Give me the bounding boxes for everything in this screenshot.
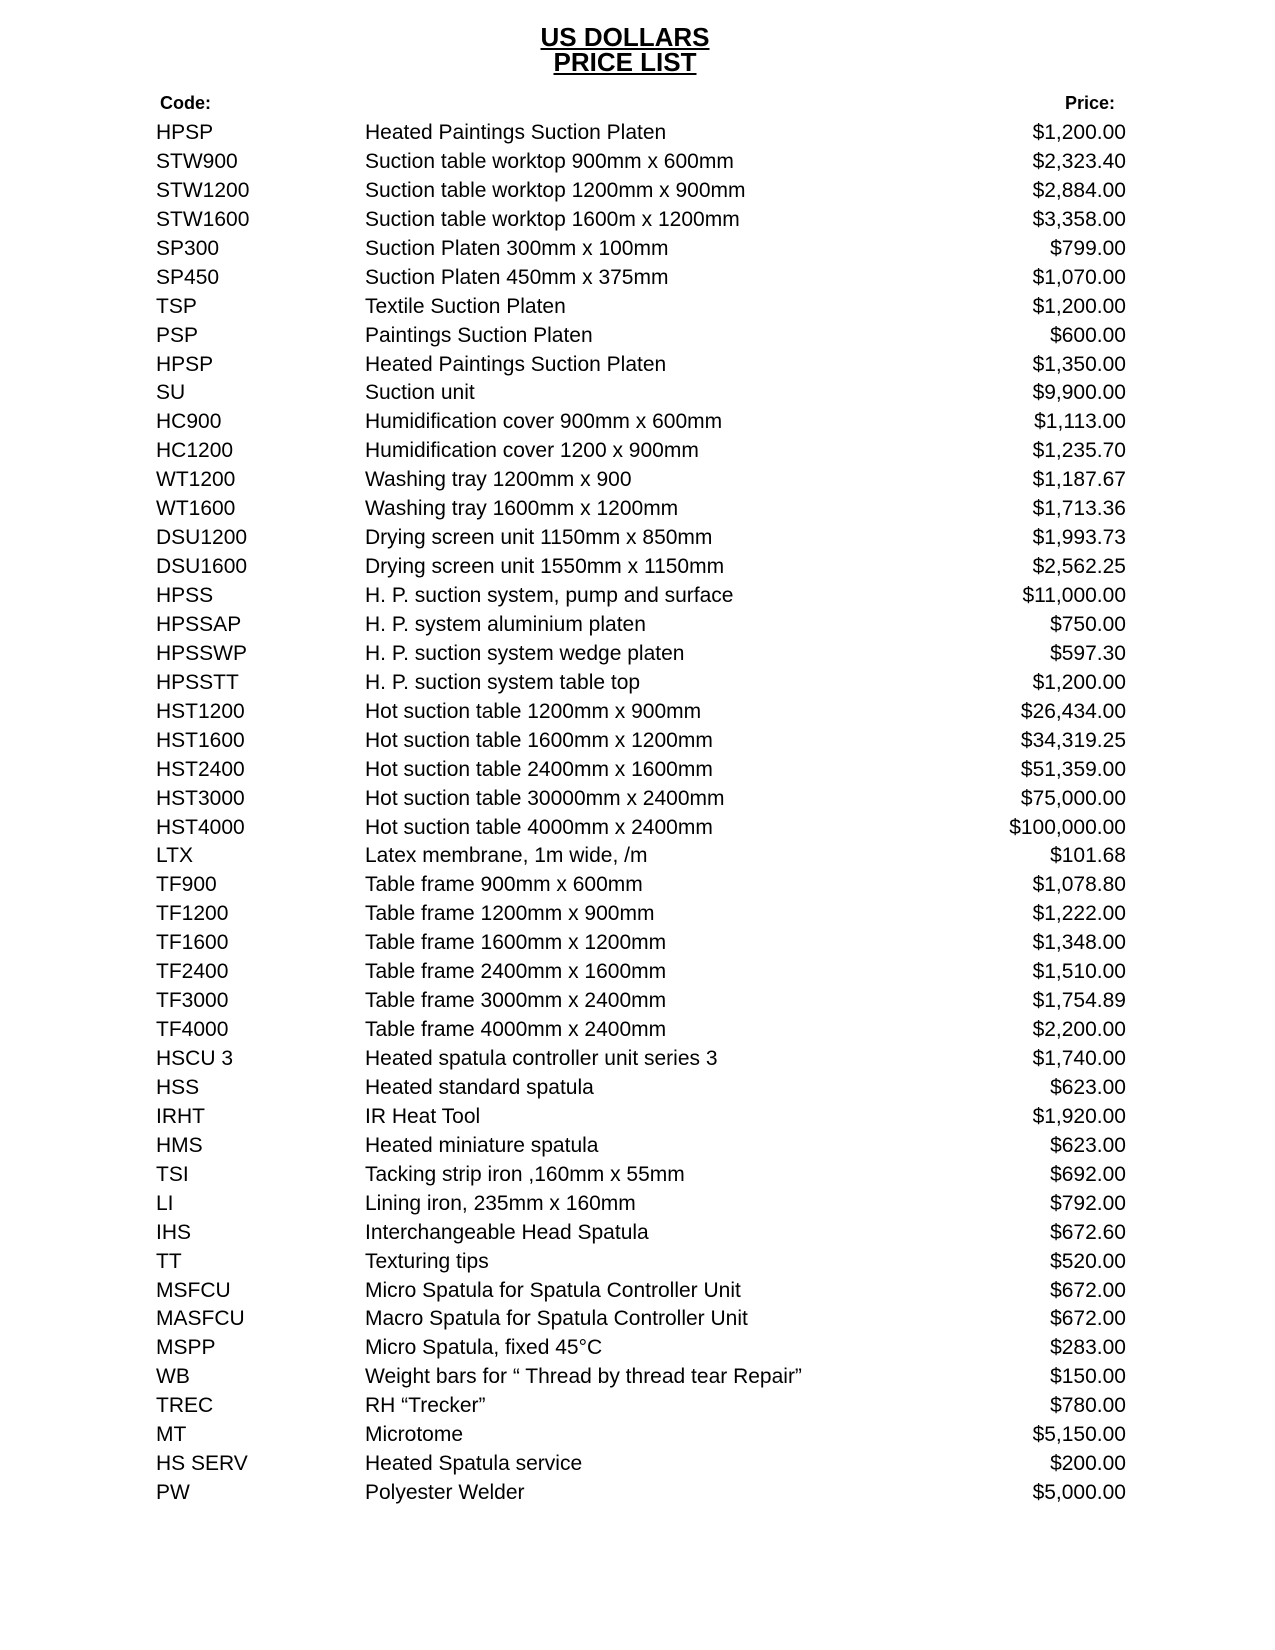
product-description: RH “Trecker” bbox=[365, 1394, 486, 1418]
product-code: HS SERV bbox=[156, 1452, 248, 1476]
title-line-1: US DOLLARS bbox=[540, 22, 710, 52]
product-price: $1,740.00 bbox=[1032, 1047, 1126, 1070]
product-price: $51,359.00 bbox=[1020, 757, 1126, 781]
product-description: H. P. suction system, pump and surface bbox=[365, 584, 734, 607]
price-column-header: Price: bbox=[1064, 93, 1115, 113]
product-price: $1,200.00 bbox=[1032, 670, 1126, 694]
table-row bbox=[0, 465, 1275, 494]
product-code: HMS bbox=[156, 1133, 203, 1157]
product-code: IRHT bbox=[156, 1104, 205, 1128]
product-description: Microtome bbox=[365, 1423, 464, 1447]
product-description: Washing tray 1200mm x 900 bbox=[365, 468, 632, 492]
product-description: Textile Suction Platen bbox=[365, 294, 566, 318]
product-code: SU bbox=[156, 381, 186, 405]
product-price: $597.30 bbox=[1050, 641, 1126, 665]
product-code: MSPP bbox=[156, 1336, 216, 1360]
product-description: Washing tray 1600mm x 1200mm bbox=[365, 497, 679, 521]
product-code: TF900 bbox=[156, 873, 217, 897]
table-row bbox=[0, 668, 1275, 697]
product-price: $1,113.00 bbox=[1034, 410, 1126, 434]
table-row bbox=[0, 263, 1275, 292]
product-code: STW900 bbox=[156, 149, 238, 173]
table-row bbox=[0, 726, 1275, 755]
product-code: WT1200 bbox=[156, 468, 236, 492]
product-price: $1,200.00 bbox=[1032, 294, 1126, 318]
product-price: $1,510.00 bbox=[1032, 960, 1126, 984]
table-row bbox=[0, 784, 1275, 813]
product-price: $2,562.25 bbox=[1032, 555, 1126, 579]
product-description: Micro Spatula for Spatula Controller Unit bbox=[365, 1278, 741, 1302]
product-price: $150.00 bbox=[1050, 1365, 1126, 1389]
table-row bbox=[0, 205, 1275, 234]
table-row bbox=[0, 813, 1275, 842]
product-description: Drying screen unit 1550mm x 1150mm bbox=[365, 555, 725, 579]
product-code: LI bbox=[156, 1191, 174, 1215]
product-price: $2,200.00 bbox=[1032, 1018, 1126, 1042]
product-price: $283.00 bbox=[1050, 1336, 1126, 1360]
product-price: $1,993.73 bbox=[1032, 526, 1126, 550]
product-price: $1,200.00 bbox=[1032, 121, 1126, 144]
table-row bbox=[0, 494, 1275, 523]
table-row bbox=[0, 610, 1275, 639]
title-line-2: PRICE LIST bbox=[553, 47, 697, 77]
table-row bbox=[0, 118, 1275, 147]
product-code: PSP bbox=[156, 323, 199, 347]
product-description: Lining iron, 235mm x 160mm bbox=[365, 1191, 636, 1215]
product-price: $1,754.89 bbox=[1032, 989, 1126, 1013]
table-row bbox=[0, 1131, 1275, 1160]
table-row bbox=[0, 1218, 1275, 1247]
table-row bbox=[0, 292, 1275, 321]
product-price: $672.00 bbox=[1050, 1307, 1126, 1331]
table-row bbox=[0, 378, 1275, 407]
product-description: Hot suction table 1600mm x 1200mm bbox=[365, 728, 713, 752]
product-price: $3,358.00 bbox=[1032, 207, 1126, 231]
table-row bbox=[0, 1304, 1275, 1333]
product-price: $1,350.00 bbox=[1032, 352, 1126, 376]
product-description: Micro Spatula, fixed 45°C bbox=[365, 1336, 603, 1360]
product-description: Drying screen unit 1150mm x 850mm bbox=[365, 526, 713, 550]
product-code: HST3000 bbox=[156, 786, 245, 810]
product-description: Interchangeable Head Spatula bbox=[365, 1220, 649, 1244]
table-row bbox=[0, 1276, 1275, 1305]
product-code: HPSSTT bbox=[156, 670, 239, 694]
product-code: WT1600 bbox=[156, 497, 236, 521]
product-code: TREC bbox=[156, 1394, 214, 1418]
product-description: Macro Spatula for Spatula Controller Unit bbox=[365, 1307, 748, 1331]
product-code: HST1200 bbox=[156, 699, 245, 723]
table-row bbox=[0, 321, 1275, 350]
product-price: $692.00 bbox=[1050, 1162, 1126, 1186]
product-description: Hot suction table 2400mm x 1600mm bbox=[365, 757, 713, 781]
table-row bbox=[0, 581, 1275, 610]
product-price: $5,150.00 bbox=[1032, 1423, 1126, 1447]
product-price: $75,000.00 bbox=[1020, 786, 1126, 810]
product-description: Hot suction table 1200mm x 900mm bbox=[365, 699, 702, 723]
product-description: Humidification cover 1200 x 900mm bbox=[365, 439, 699, 463]
product-code: HPSP bbox=[156, 352, 214, 376]
product-code: MSFCU bbox=[156, 1278, 231, 1302]
product-price: $1,222.00 bbox=[1032, 902, 1126, 926]
product-price: $1,078.80 bbox=[1032, 873, 1126, 897]
table-row bbox=[0, 899, 1275, 928]
product-price: $2,884.00 bbox=[1032, 178, 1126, 202]
table-row bbox=[0, 870, 1275, 899]
table-row bbox=[0, 841, 1275, 870]
product-code: HPSP bbox=[156, 121, 214, 144]
product-description: Table frame 1600mm x 1200mm bbox=[365, 931, 667, 955]
product-description: Weight bars for “ Thread by thread tear Repair” bbox=[365, 1365, 802, 1389]
table-row bbox=[0, 176, 1275, 205]
product-code: HC1200 bbox=[156, 439, 234, 463]
table-row bbox=[0, 1391, 1275, 1420]
product-description: Tacking strip iron ,160mm x 55mm bbox=[365, 1162, 685, 1186]
product-price: $600.00 bbox=[1050, 323, 1126, 347]
product-price: $26,434.00 bbox=[1020, 699, 1126, 723]
product-description: Hot suction table 30000mm x 2400mm bbox=[365, 786, 725, 810]
table-row bbox=[0, 552, 1275, 581]
product-price: $1,920.00 bbox=[1032, 1104, 1126, 1128]
product-price: $1,713.36 bbox=[1032, 497, 1126, 521]
product-price: $780.00 bbox=[1050, 1394, 1126, 1418]
product-code: HST1600 bbox=[156, 728, 245, 752]
product-code: LTX bbox=[156, 844, 193, 868]
product-description: Polyester Welder bbox=[365, 1481, 525, 1505]
product-description: Suction Platen 300mm x 100mm bbox=[365, 236, 669, 260]
product-code: TF1600 bbox=[156, 931, 229, 955]
product-description: Table frame 900mm x 600mm bbox=[365, 873, 643, 897]
product-description: Suction unit bbox=[365, 381, 475, 405]
product-description: Heated miniature spatula bbox=[365, 1133, 599, 1157]
product-price: $799.00 bbox=[1050, 236, 1126, 260]
product-price: $100,000.00 bbox=[1009, 815, 1126, 839]
product-code: HST4000 bbox=[156, 815, 245, 839]
product-description: Texturing tips bbox=[365, 1249, 489, 1273]
product-code: TSP bbox=[156, 294, 197, 318]
table-row bbox=[0, 147, 1275, 176]
product-code: HPSSAP bbox=[156, 612, 242, 636]
table-row bbox=[0, 436, 1275, 465]
product-price: $1,070.00 bbox=[1032, 265, 1126, 289]
product-code: PW bbox=[156, 1481, 190, 1505]
table-row bbox=[0, 639, 1275, 668]
product-code: TSI bbox=[156, 1162, 189, 1186]
product-price: $11,000.00 bbox=[1022, 584, 1126, 607]
table-row bbox=[0, 523, 1275, 552]
product-description: Suction table worktop 900mm x 600mm bbox=[365, 149, 734, 173]
table-row bbox=[0, 1073, 1275, 1102]
table-row bbox=[0, 234, 1275, 263]
product-price: $34,319.25 bbox=[1020, 728, 1126, 752]
table-row bbox=[0, 1015, 1275, 1044]
table-row bbox=[0, 957, 1275, 986]
product-price: $1,187.67 bbox=[1032, 468, 1126, 492]
product-price: $750.00 bbox=[1050, 612, 1126, 636]
product-description: Paintings Suction Platen bbox=[365, 323, 593, 347]
table-row bbox=[0, 1420, 1275, 1449]
product-price: $792.00 bbox=[1050, 1191, 1126, 1215]
product-price: $9,900.00 bbox=[1032, 381, 1126, 405]
product-code: SP300 bbox=[156, 236, 220, 260]
table-row bbox=[0, 1102, 1275, 1131]
product-code: TF2400 bbox=[156, 960, 229, 984]
table-row bbox=[0, 1247, 1275, 1276]
table-row bbox=[0, 1478, 1275, 1507]
table-row bbox=[0, 986, 1275, 1015]
product-price: $520.00 bbox=[1050, 1249, 1126, 1273]
product-description: Heated Paintings Suction Platen bbox=[365, 352, 667, 376]
price-table bbox=[0, 118, 1275, 1507]
product-description: Hot suction table 4000mm x 2400mm bbox=[365, 815, 713, 839]
product-price: $200.00 bbox=[1050, 1452, 1126, 1476]
product-description: IR Heat Tool bbox=[365, 1104, 481, 1128]
product-description: H. P. suction system table top bbox=[365, 670, 641, 694]
product-price: $5,000.00 bbox=[1032, 1481, 1126, 1505]
product-description: Suction table worktop 1600m x 1200mm bbox=[365, 207, 740, 231]
product-price: $623.00 bbox=[1050, 1075, 1126, 1099]
table-row bbox=[0, 1449, 1275, 1478]
product-description: Heated Paintings Suction Platen bbox=[365, 121, 667, 144]
product-description: Latex membrane, 1m wide, /m bbox=[365, 844, 648, 868]
product-price: $672.00 bbox=[1050, 1278, 1126, 1302]
table-row bbox=[0, 1044, 1275, 1073]
product-code: TT bbox=[156, 1249, 182, 1273]
table-row bbox=[0, 1189, 1275, 1218]
product-price: $1,348.00 bbox=[1032, 931, 1126, 955]
product-code: HSCU 3 bbox=[156, 1047, 234, 1070]
product-code: WB bbox=[156, 1365, 190, 1389]
product-price: $2,323.40 bbox=[1032, 149, 1126, 173]
product-description: H. P. system aluminium platen bbox=[365, 612, 646, 636]
product-description: Heated spatula controller unit series 3 bbox=[365, 1047, 718, 1070]
product-code: HSS bbox=[156, 1075, 200, 1099]
table-row bbox=[0, 350, 1275, 379]
product-description: Humidification cover 900mm x 600mm bbox=[365, 410, 723, 434]
product-description: Table frame 3000mm x 2400mm bbox=[365, 989, 667, 1013]
table-row bbox=[0, 928, 1275, 957]
product-description: H. P. suction system wedge platen bbox=[365, 641, 685, 665]
product-price: $1,235.70 bbox=[1032, 439, 1126, 463]
table-row bbox=[0, 697, 1275, 726]
product-code: HPSSWP bbox=[156, 641, 248, 665]
product-description: Table frame 2400mm x 1600mm bbox=[365, 960, 667, 984]
table-row bbox=[0, 1160, 1275, 1189]
product-description: Table frame 1200mm x 900mm bbox=[365, 902, 655, 926]
product-code: TF1200 bbox=[156, 902, 229, 926]
table-row bbox=[0, 407, 1275, 436]
code-column-header: Code: bbox=[160, 93, 211, 113]
product-code: STW1600 bbox=[156, 207, 250, 231]
product-code: HC900 bbox=[156, 410, 222, 434]
product-price: $672.60 bbox=[1050, 1220, 1126, 1244]
product-code: MASFCU bbox=[156, 1307, 245, 1331]
product-code: DSU1600 bbox=[156, 555, 248, 579]
product-code: IHS bbox=[156, 1220, 192, 1244]
product-price: $623.00 bbox=[1050, 1133, 1126, 1157]
product-code: MT bbox=[156, 1423, 187, 1447]
table-row bbox=[0, 1333, 1275, 1362]
product-code: STW1200 bbox=[156, 178, 250, 202]
product-description: Heated standard spatula bbox=[365, 1075, 594, 1099]
product-code: DSU1200 bbox=[156, 526, 248, 550]
table-row bbox=[0, 755, 1275, 784]
product-price: $101.68 bbox=[1050, 844, 1126, 868]
product-code: HPSS bbox=[156, 584, 214, 607]
product-description: Heated Spatula service bbox=[365, 1452, 583, 1476]
product-code: SP450 bbox=[156, 265, 220, 289]
product-code: HST2400 bbox=[156, 757, 245, 781]
product-description: Suction Platen 450mm x 375mm bbox=[365, 265, 669, 289]
product-description: Table frame 4000mm x 2400mm bbox=[365, 1018, 667, 1042]
table-row bbox=[0, 1362, 1275, 1391]
product-code: TF4000 bbox=[156, 1018, 229, 1042]
product-description: Suction table worktop 1200mm x 900mm bbox=[365, 178, 746, 202]
product-code: TF3000 bbox=[156, 989, 229, 1013]
